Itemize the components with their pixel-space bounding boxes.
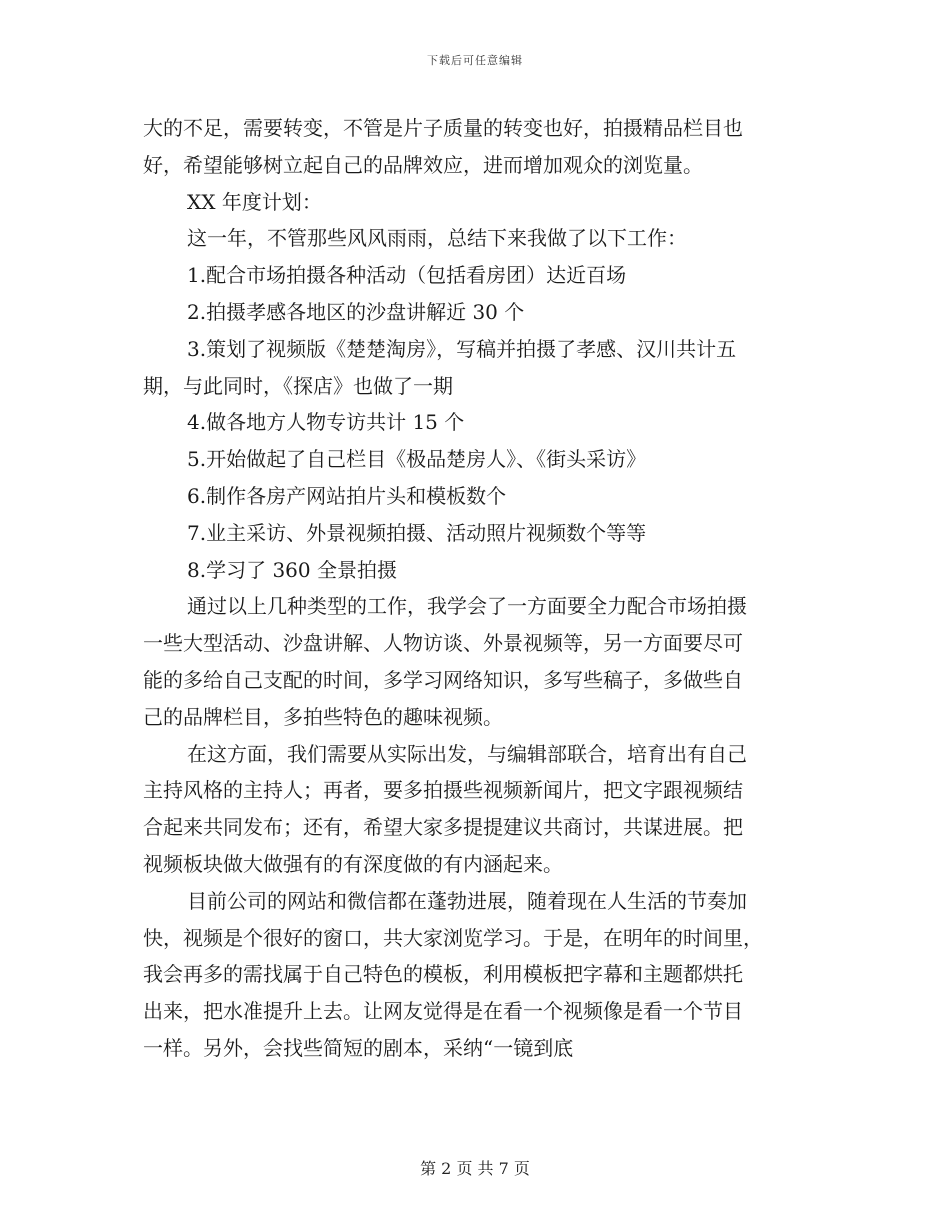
page-number-footer: 第 2 页 共 7 页 [420,1159,530,1178]
page-header: 下载后可任意编辑 [427,54,523,67]
text-line: 大的不足，需要转变，不管是片子质量的转变也好，拍摄精品栏目也 [143,116,743,140]
text-line: 好，希望能够树立起自己的品牌效应，进而增加观众的浏览量。 [143,152,703,177]
list-item: 3.策划了视频版《楚楚淘房》，写稿并拍摄了孝感、汉川共计五 [187,336,737,361]
list-item: 1.配合市场拍摄各种活动（包括看房团）达近百场 [187,263,627,288]
text-line: 在这方面，我们需要从实际出发，与编辑部联合，培育出有自己 [187,741,747,766]
text-line: 出来，把水准提升上去。让网友觉得是在看一个视频像是看一个节目 [143,999,743,1024]
document-body [143,110,807,1067]
text-line: 我会再多的需找属于自己特色的模板，利用模板把字幕和主题都烘托 [143,962,743,987]
list-item: 2.拍摄孝感各地区的沙盘讲解近 30 个 [187,299,525,324]
text-line: 视频板块做大做强有的有深度做的有内涵起来。 [143,851,563,876]
text-line: 通过以上几种类型的工作，我学会了一方面要全力配合市场拍摄 [187,594,747,619]
text-line: 目前公司的网站和微信都在蓬勃进展，随着现在人生活的节奏加 [187,888,747,913]
list-item: 5.开始做起了自己栏目《极品楚房人》、《街头采访》 [187,447,647,472]
text-line: 能的多给自己支配的时间，多学习网络知识，多写些稿子，多做些自 [143,667,743,692]
list-item: 6.制作各房产网站拍片头和模板数个 [187,483,507,508]
text-line: 主持风格的主持人；再者，要多拍摄些视频新闻片，把文字跟视频结 [143,778,743,803]
text-line: 期，与此同时，《探店》也做了一期 [143,373,453,398]
text-line: 合起来共同发布；还有，希望大家多提提建议共商讨，共谋进展。把 [143,815,743,840]
text-line: 一样。另外，会找些简短的剧本，采纳“一镜到底 [143,1035,574,1060]
text-line: XX 年度计划： [187,189,322,214]
text-line: 这一年，不管那些风风雨雨，总结下来我做了以下工作： [187,226,687,251]
text-line: 己的品牌栏目，多拍些特色的趣味视频。 [143,704,503,729]
list-item: 7.业主采访、外景视频拍摄、活动照片视频数个等等 [187,520,647,545]
text-line: 一些大型活动、沙盘讲解、人物访谈、外景视频等，另一方面要尽可 [143,631,743,656]
text-line: 快，视频是个很好的窗口，共大家浏览学习。于是，在明年的时间里， [143,925,763,950]
list-item: 8.学习了 360 全景拍摄 [187,557,397,582]
list-item: 4.做各地方人物专访共计 15 个 [187,410,465,435]
